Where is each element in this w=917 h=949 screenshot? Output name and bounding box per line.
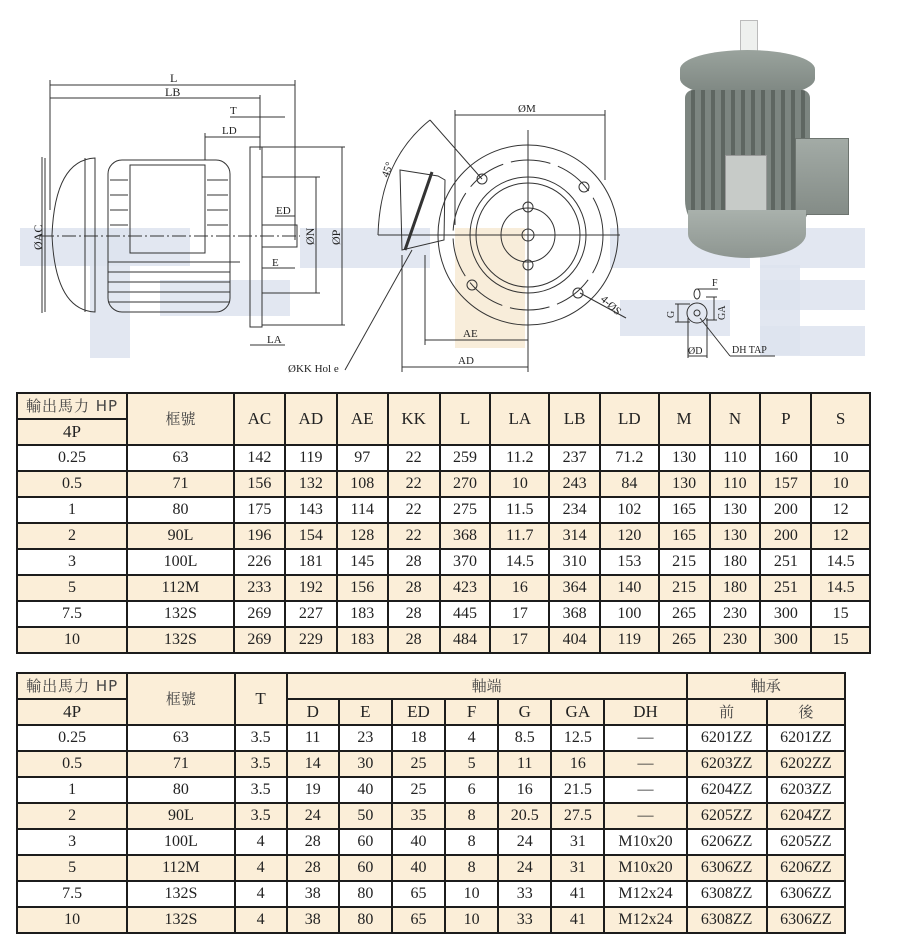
value-cell: 11 [498, 751, 551, 777]
value-cell: 8 [445, 803, 498, 829]
col-header: LB [549, 393, 600, 445]
frame-cell: 132S [127, 881, 234, 907]
motor-nameplate [725, 155, 767, 212]
value-cell: 8 [445, 855, 498, 881]
value-cell: 251 [760, 575, 811, 601]
value-cell: 128 [337, 523, 388, 549]
hp-cell: 3 [17, 829, 127, 855]
value-cell: 4 [445, 725, 498, 751]
col-header: AD [285, 393, 337, 445]
value-cell: 6308ZZ [687, 907, 767, 933]
hp-cell: 0.5 [17, 751, 127, 777]
motor-photo [680, 20, 850, 260]
value-cell: 423 [440, 575, 491, 601]
dim-label-E: E [272, 257, 279, 269]
value-cell: 251 [760, 549, 811, 575]
table-row [17, 549, 870, 575]
value-cell: 84 [600, 471, 659, 497]
value-cell: 269 [234, 627, 285, 653]
frame-cell: 132S [127, 601, 234, 627]
value-cell: 24 [498, 855, 551, 881]
value-cell: 227 [285, 601, 337, 627]
frame-cell: 132S [127, 907, 234, 933]
value-cell: 15 [811, 601, 870, 627]
value-cell: 215 [659, 549, 710, 575]
value-cell: 8 [445, 829, 498, 855]
t-cell: 3.5 [235, 803, 287, 829]
value-cell: 71.2 [600, 445, 659, 471]
frame-cell: 80 [127, 777, 234, 803]
col-header: E [339, 699, 392, 725]
value-cell: 24 [287, 803, 339, 829]
value-cell: 16 [498, 777, 551, 803]
col-header: KK [388, 393, 440, 445]
table-row [17, 471, 870, 497]
hp-cell: 2 [17, 523, 127, 549]
table-row [17, 855, 845, 881]
dimension-table [16, 392, 871, 654]
value-cell: 192 [285, 575, 337, 601]
dim-label-GA: GA [717, 305, 728, 320]
frame-cell: 63 [127, 445, 234, 471]
col-header: F [445, 699, 498, 725]
dim-label-S: 4-ØS [597, 293, 624, 318]
value-cell: 40 [392, 855, 445, 881]
value-cell: 14.5 [811, 575, 870, 601]
value-cell: 368 [549, 601, 600, 627]
value-cell: 22 [388, 471, 440, 497]
value-cell: 23 [339, 725, 392, 751]
col-header: GA [551, 699, 604, 725]
hp-cell: 1 [17, 777, 127, 803]
table-row [17, 601, 870, 627]
value-cell: 35 [392, 803, 445, 829]
value-cell: 10 [811, 445, 870, 471]
value-cell: 19 [287, 777, 339, 803]
dim-label-F: F [712, 278, 718, 289]
table-row [17, 627, 870, 653]
dim-label-KK: ØKK Hol e [288, 363, 339, 375]
value-cell: 404 [549, 627, 600, 653]
dim-label-LA: LA [267, 334, 282, 346]
value-cell: 130 [659, 471, 710, 497]
value-cell: 269 [234, 601, 285, 627]
value-cell: 140 [600, 575, 659, 601]
value-cell: 80 [339, 907, 392, 933]
value-cell: 12 [811, 497, 870, 523]
value-cell: 24 [498, 829, 551, 855]
value-cell: 181 [285, 549, 337, 575]
value-cell: 17 [490, 627, 549, 653]
shaft-bearing-table [16, 672, 846, 934]
table-row [17, 777, 845, 803]
col-header-front-bearing: 前 [687, 699, 767, 725]
value-cell: 28 [388, 601, 440, 627]
value-cell: 50 [339, 803, 392, 829]
frame-header: 框號 [127, 673, 234, 725]
hp-cell: 0.25 [17, 445, 127, 471]
dim-label-N: ØN [303, 227, 317, 245]
frame-cell: 112M [127, 575, 234, 601]
frame-cell: 63 [127, 725, 234, 751]
value-cell: 22 [388, 445, 440, 471]
table-row [17, 725, 845, 751]
motor-terminal-box [795, 138, 849, 215]
value-cell: 300 [760, 601, 811, 627]
value-cell: 5 [445, 751, 498, 777]
hp-cell: 7.5 [17, 601, 127, 627]
t-header: T [235, 673, 287, 725]
value-cell: 6201ZZ [767, 725, 845, 751]
table-row [17, 445, 870, 471]
value-cell: 130 [710, 497, 761, 523]
value-cell: 6202ZZ [767, 751, 845, 777]
value-cell: 445 [440, 601, 491, 627]
shaft-group-header: 軸端 [287, 673, 687, 699]
value-cell: 230 [710, 601, 761, 627]
value-cell: — [604, 751, 686, 777]
value-cell: 6204ZZ [687, 777, 767, 803]
value-cell: 65 [392, 907, 445, 933]
hp-cell: 3 [17, 549, 127, 575]
pole-header: 4P [17, 699, 127, 725]
value-cell: 30 [339, 751, 392, 777]
value-cell: 80 [339, 881, 392, 907]
col-header: DH [604, 699, 686, 725]
value-cell: 27.5 [551, 803, 604, 829]
value-cell: 60 [339, 829, 392, 855]
frame-cell: 71 [127, 471, 234, 497]
value-cell: 17 [490, 601, 549, 627]
value-cell: 20.5 [498, 803, 551, 829]
value-cell: 6306ZZ [767, 907, 845, 933]
col-header: L [440, 393, 491, 445]
bearing-group-header: 軸承 [687, 673, 845, 699]
value-cell: 16 [551, 751, 604, 777]
col-header: M [659, 393, 710, 445]
value-cell: 6206ZZ [687, 829, 767, 855]
hp-header: 輸出馬力 HP [17, 673, 127, 699]
value-cell: 10 [445, 907, 498, 933]
value-cell: 6205ZZ [687, 803, 767, 829]
value-cell: 243 [549, 471, 600, 497]
value-cell: — [604, 725, 686, 751]
value-cell: 234 [549, 497, 600, 523]
hp-cell: 5 [17, 575, 127, 601]
value-cell: 40 [392, 829, 445, 855]
value-cell: 230 [710, 627, 761, 653]
value-cell: 300 [760, 627, 811, 653]
dim-label-AC: ØAC [31, 224, 45, 250]
value-cell: 165 [659, 523, 710, 549]
value-cell: 130 [659, 445, 710, 471]
dim-label-AD: AD [458, 355, 474, 367]
value-cell: 38 [287, 907, 339, 933]
dimension-drawing [0, 0, 917, 385]
value-cell: 165 [659, 497, 710, 523]
value-cell: 180 [710, 575, 761, 601]
motor-end-cap [688, 210, 806, 258]
value-cell: 484 [440, 627, 491, 653]
value-cell: 270 [440, 471, 491, 497]
value-cell: 6306ZZ [687, 855, 767, 881]
value-cell: 6203ZZ [767, 777, 845, 803]
value-cell: 114 [337, 497, 388, 523]
table-row [17, 829, 845, 855]
value-cell: 180 [710, 549, 761, 575]
frame-header: 框號 [127, 393, 234, 445]
table-row [17, 881, 845, 907]
value-cell: 6306ZZ [767, 881, 845, 907]
t-cell: 3.5 [235, 725, 287, 751]
dim-label-LD: LD [222, 125, 237, 137]
hp-cell: 10 [17, 907, 127, 933]
dim-label-G: G [666, 310, 677, 318]
hp-cell: 0.5 [17, 471, 127, 497]
value-cell: 102 [600, 497, 659, 523]
value-cell: 21.5 [551, 777, 604, 803]
value-cell: 25 [392, 777, 445, 803]
value-cell: 200 [760, 523, 811, 549]
frame-cell: 112M [127, 855, 234, 881]
value-cell: 14.5 [490, 549, 549, 575]
value-cell: 196 [234, 523, 285, 549]
hp-cell: 1 [17, 497, 127, 523]
value-cell: 10 [490, 471, 549, 497]
value-cell: 119 [285, 445, 337, 471]
value-cell: 119 [600, 627, 659, 653]
t-cell: 3.5 [235, 751, 287, 777]
dim-label-T: T [230, 105, 237, 117]
hp-cell: 5 [17, 855, 127, 881]
value-cell: 156 [234, 471, 285, 497]
value-cell: 370 [440, 549, 491, 575]
value-cell: 33 [498, 907, 551, 933]
frame-cell: 100L [127, 549, 234, 575]
value-cell: 229 [285, 627, 337, 653]
value-cell: 200 [760, 497, 811, 523]
value-cell: 310 [549, 549, 600, 575]
value-cell: 33 [498, 881, 551, 907]
value-cell: M12x24 [604, 881, 686, 907]
col-header: AC [234, 393, 285, 445]
value-cell: 275 [440, 497, 491, 523]
value-cell: 31 [551, 829, 604, 855]
value-cell: 156 [337, 575, 388, 601]
t-cell: 3.5 [235, 777, 287, 803]
dim-label-AE: AE [463, 328, 478, 340]
value-cell: 142 [234, 445, 285, 471]
value-cell: 6205ZZ [767, 829, 845, 855]
col-header: P [760, 393, 811, 445]
frame-cell: 100L [127, 829, 234, 855]
value-cell: 265 [659, 627, 710, 653]
value-cell: 100 [600, 601, 659, 627]
col-header: D [287, 699, 339, 725]
frame-cell: 71 [127, 751, 234, 777]
frame-cell: 80 [127, 497, 234, 523]
table-row [17, 907, 845, 933]
value-cell: 132 [285, 471, 337, 497]
dim-label-L: L [170, 71, 178, 85]
t-cell: 4 [235, 829, 287, 855]
value-cell: 11.2 [490, 445, 549, 471]
value-cell: 145 [337, 549, 388, 575]
dim-label-ED: ED [276, 205, 291, 217]
value-cell: 233 [234, 575, 285, 601]
col-header: ED [392, 699, 445, 725]
dim-label-D: ØD [688, 346, 703, 357]
value-cell: 157 [760, 471, 811, 497]
value-cell: 40 [339, 777, 392, 803]
value-cell: 12 [811, 523, 870, 549]
value-cell: 314 [549, 523, 600, 549]
table-row [17, 523, 870, 549]
value-cell: 41 [551, 881, 604, 907]
hp-cell: 10 [17, 627, 127, 653]
value-cell: 6204ZZ [767, 803, 845, 829]
table-row [17, 575, 870, 601]
value-cell: 15 [811, 627, 870, 653]
value-cell: 28 [287, 829, 339, 855]
value-cell: 10 [811, 471, 870, 497]
value-cell: 160 [760, 445, 811, 471]
value-cell: 237 [549, 445, 600, 471]
value-cell: 28 [388, 575, 440, 601]
value-cell: M12x24 [604, 907, 686, 933]
value-cell: 226 [234, 549, 285, 575]
value-cell: 11.5 [490, 497, 549, 523]
dim-label-45: 45° [379, 160, 397, 180]
value-cell: 25 [392, 751, 445, 777]
value-cell: 120 [600, 523, 659, 549]
value-cell: 183 [337, 627, 388, 653]
col-header: N [710, 393, 761, 445]
value-cell: 154 [285, 523, 337, 549]
value-cell: 265 [659, 601, 710, 627]
value-cell: 364 [549, 575, 600, 601]
col-header-rear-bearing: 後 [767, 699, 845, 725]
hp-header: 輸出馬力 HP [17, 393, 127, 419]
col-header: LD [600, 393, 659, 445]
value-cell: 6308ZZ [687, 881, 767, 907]
hp-cell: 0.25 [17, 725, 127, 751]
value-cell: 143 [285, 497, 337, 523]
value-cell: 215 [659, 575, 710, 601]
value-cell: 110 [710, 445, 761, 471]
value-cell: 16 [490, 575, 549, 601]
dim-label-P: ØP [329, 229, 343, 245]
frame-cell: 90L [127, 523, 234, 549]
value-cell: 12.5 [551, 725, 604, 751]
value-cell: 14.5 [811, 549, 870, 575]
frame-cell: 90L [127, 803, 234, 829]
t-cell: 4 [235, 881, 287, 907]
value-cell: 28 [388, 549, 440, 575]
value-cell: 22 [388, 497, 440, 523]
hp-cell: 2 [17, 803, 127, 829]
value-cell: 14 [287, 751, 339, 777]
table-row [17, 751, 845, 777]
table-row [17, 497, 870, 523]
value-cell: 97 [337, 445, 388, 471]
value-cell: 110 [710, 471, 761, 497]
value-cell: 130 [710, 523, 761, 549]
value-cell: 28 [388, 627, 440, 653]
value-cell: 6206ZZ [767, 855, 845, 881]
value-cell: 38 [287, 881, 339, 907]
value-cell: 22 [388, 523, 440, 549]
value-cell: 11 [287, 725, 339, 751]
col-header: S [811, 393, 870, 445]
t-cell: 4 [235, 855, 287, 881]
value-cell: 8.5 [498, 725, 551, 751]
dim-label-LB: LB [165, 85, 181, 99]
hp-cell: 7.5 [17, 881, 127, 907]
value-cell: 259 [440, 445, 491, 471]
value-cell: 31 [551, 855, 604, 881]
value-cell: 28 [287, 855, 339, 881]
value-cell: 60 [339, 855, 392, 881]
col-header: LA [490, 393, 549, 445]
dim-label-M: ØM [518, 103, 536, 115]
value-cell: 11.7 [490, 523, 549, 549]
value-cell: 175 [234, 497, 285, 523]
value-cell: — [604, 803, 686, 829]
value-cell: 153 [600, 549, 659, 575]
col-header: G [498, 699, 551, 725]
col-header: AE [337, 393, 388, 445]
dim-label-DH: DH TAP [732, 345, 767, 356]
value-cell: 41 [551, 907, 604, 933]
value-cell: 18 [392, 725, 445, 751]
value-cell: — [604, 777, 686, 803]
value-cell: M10x20 [604, 855, 686, 881]
frame-cell: 132S [127, 627, 234, 653]
value-cell: 65 [392, 881, 445, 907]
value-cell: 368 [440, 523, 491, 549]
value-cell: 108 [337, 471, 388, 497]
value-cell: M10x20 [604, 829, 686, 855]
value-cell: 6201ZZ [687, 725, 767, 751]
value-cell: 10 [445, 881, 498, 907]
t-cell: 4 [235, 907, 287, 933]
table-row [17, 803, 845, 829]
pole-header: 4P [17, 419, 127, 445]
value-cell: 6 [445, 777, 498, 803]
value-cell: 183 [337, 601, 388, 627]
value-cell: 6203ZZ [687, 751, 767, 777]
